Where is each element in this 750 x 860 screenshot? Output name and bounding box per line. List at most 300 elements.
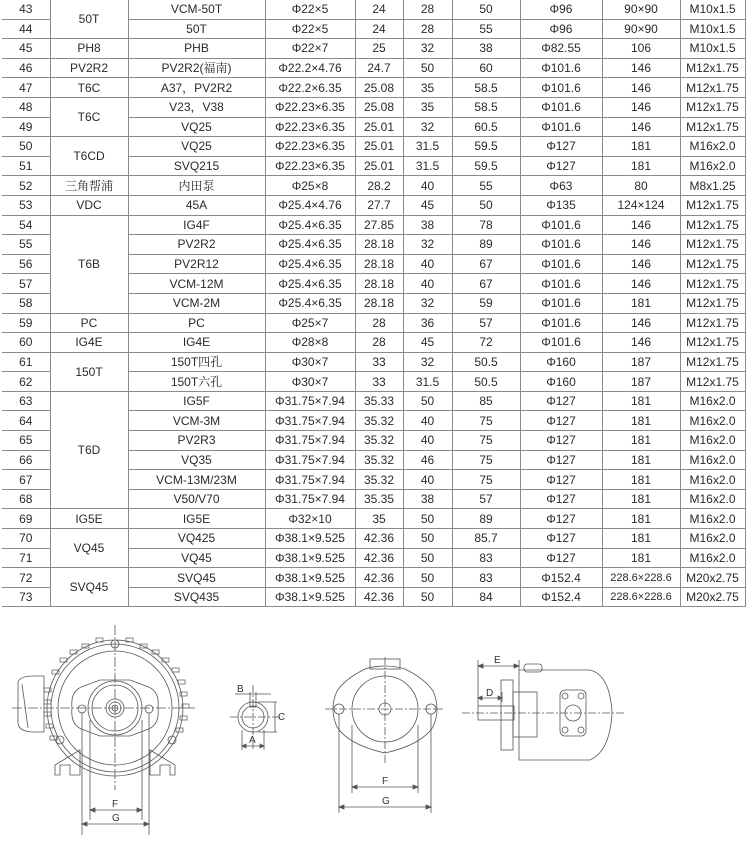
- cell-c: 40: [403, 431, 452, 451]
- cell-f: 181: [602, 137, 680, 157]
- flange-dim-g-label: G: [382, 796, 390, 807]
- cell-model: VQ25: [128, 137, 265, 157]
- cell-model: PV2R2(福南): [128, 58, 265, 78]
- cell-c: 45: [403, 333, 452, 353]
- cell-shaft: Φ25.4×6.35: [265, 274, 355, 294]
- cell-d: 84: [452, 587, 520, 607]
- cell-f: 181: [602, 411, 680, 431]
- cell-f: 80: [602, 176, 680, 196]
- cell-c: 38: [403, 489, 452, 509]
- cell-g: M12x1.75: [680, 352, 745, 372]
- cell-model: SVQ45: [128, 568, 265, 588]
- cell-a: 25.01: [355, 156, 403, 176]
- cell-f: 146: [602, 97, 680, 117]
- cell-no: 49: [2, 117, 50, 137]
- cell-c: 50: [403, 568, 452, 588]
- table-row: [2, 137, 745, 157]
- cell-d: 50.5: [452, 372, 520, 392]
- cell-series: T6C: [50, 78, 128, 98]
- cell-no: 55: [2, 235, 50, 255]
- cell-f: 181: [602, 548, 680, 568]
- cell-e: Φ101.6: [520, 254, 602, 274]
- table-row: [2, 78, 745, 98]
- cell-no: 67: [2, 470, 50, 490]
- cell-series: VQ45: [50, 529, 128, 568]
- cell-c: 45: [403, 195, 452, 215]
- cell-series: PV2R2: [50, 58, 128, 78]
- cell-series: T6C: [50, 97, 128, 136]
- cell-series: 三角帮浦: [50, 176, 128, 196]
- cell-no: 71: [2, 548, 50, 568]
- cell-f: 146: [602, 274, 680, 294]
- cell-series: VDC: [50, 195, 128, 215]
- cell-d: 60.5: [452, 117, 520, 137]
- cell-no: 45: [2, 39, 50, 59]
- cell-f: 146: [602, 313, 680, 333]
- cell-f: 146: [602, 235, 680, 255]
- cell-e: Φ127: [520, 411, 602, 431]
- cell-g: M16x2.0: [680, 470, 745, 490]
- cell-shaft: Φ25.4×6.35: [265, 293, 355, 313]
- flange-dim-f-label: F: [382, 776, 389, 787]
- cell-c: 36: [403, 313, 452, 333]
- cell-no: 47: [2, 78, 50, 98]
- cell-d: 75: [452, 431, 520, 451]
- cell-g: M16x2.0: [680, 450, 745, 470]
- cell-no: 51: [2, 156, 50, 176]
- cell-model: IG5F: [128, 391, 265, 411]
- cell-no: 68: [2, 489, 50, 509]
- cell-d: 55: [452, 176, 520, 196]
- cell-a: 35.32: [355, 450, 403, 470]
- cell-shaft: Φ31.75×7.94: [265, 470, 355, 490]
- cell-a: 35.35: [355, 489, 403, 509]
- cell-e: Φ101.6: [520, 333, 602, 353]
- cell-d: 89: [452, 509, 520, 529]
- cell-f: 146: [602, 117, 680, 137]
- cell-g: M16x2.0: [680, 411, 745, 431]
- cell-e: Φ127: [520, 450, 602, 470]
- cell-no: 48: [2, 97, 50, 117]
- cell-shaft: Φ38.1×9.525: [265, 568, 355, 588]
- cell-shaft: Φ31.75×7.94: [265, 431, 355, 451]
- cell-e: Φ127: [520, 431, 602, 451]
- cell-c: 32: [403, 352, 452, 372]
- cell-series: IG4E: [50, 333, 128, 353]
- cell-shaft: Φ22.23×6.35: [265, 156, 355, 176]
- cell-c: 38: [403, 215, 452, 235]
- cell-g: M20x2.75: [680, 568, 745, 588]
- cell-g: M10x1.5: [680, 19, 745, 39]
- cell-d: 57: [452, 313, 520, 333]
- cell-c: 35: [403, 97, 452, 117]
- cell-g: M12x1.75: [680, 97, 745, 117]
- cell-e: Φ101.6: [520, 274, 602, 294]
- cell-c: 40: [403, 176, 452, 196]
- shaft-dim-a-label: A: [249, 735, 256, 746]
- cell-model: PV2R12: [128, 254, 265, 274]
- cell-g: M16x2.0: [680, 431, 745, 451]
- cell-a: 42.36: [355, 529, 403, 549]
- cell-d: 89: [452, 235, 520, 255]
- cell-a: 42.36: [355, 568, 403, 588]
- cell-a: 33: [355, 372, 403, 392]
- cell-model: VCM-3M: [128, 411, 265, 431]
- cell-d: 78: [452, 215, 520, 235]
- cell-c: 31.5: [403, 137, 452, 157]
- shaft-dim-b-label: B: [237, 684, 244, 695]
- cell-shaft: Φ32×10: [265, 509, 355, 529]
- cell-g: M12x1.75: [680, 293, 745, 313]
- cell-a: 25.01: [355, 117, 403, 137]
- cell-a: 33: [355, 352, 403, 372]
- cell-f: 90×90: [602, 0, 680, 19]
- cell-d: 83: [452, 568, 520, 588]
- cell-g: M12x1.75: [680, 274, 745, 294]
- cell-g: M12x1.75: [680, 195, 745, 215]
- cell-shaft: Φ25.4×6.35: [265, 215, 355, 235]
- side-dim-d-label: D: [486, 688, 494, 699]
- cell-d: 55: [452, 19, 520, 39]
- cell-f: 181: [602, 293, 680, 313]
- dimension-drawings: [0, 620, 750, 860]
- cell-model: VQ35: [128, 450, 265, 470]
- motor-dim-f-label: F: [112, 799, 119, 810]
- cell-model: 150T六孔: [128, 372, 265, 392]
- cell-e: Φ101.6: [520, 97, 602, 117]
- motor-front-view-drawing: [0, 620, 200, 860]
- cell-model: VCM-13M/23M: [128, 470, 265, 490]
- table-row: [2, 39, 745, 59]
- cell-shaft: Φ22×5: [265, 0, 355, 19]
- cell-c: 46: [403, 450, 452, 470]
- cell-series: PH8: [50, 39, 128, 59]
- cell-d: 75: [452, 411, 520, 431]
- cell-model: 45A: [128, 195, 265, 215]
- cell-d: 50: [452, 0, 520, 19]
- cell-model: PV2R3: [128, 431, 265, 451]
- cell-shaft: Φ38.1×9.525: [265, 548, 355, 568]
- cell-c: 50: [403, 548, 452, 568]
- cell-shaft: Φ38.1×9.525: [265, 587, 355, 607]
- table-row: [2, 58, 745, 78]
- cell-series: T6CD: [50, 137, 128, 176]
- cell-e: Φ101.6: [520, 313, 602, 333]
- cell-f: 181: [602, 391, 680, 411]
- table-row: [2, 313, 745, 333]
- cell-a: 28: [355, 333, 403, 353]
- cell-f: 181: [602, 529, 680, 549]
- cell-e: Φ101.6: [520, 117, 602, 137]
- cell-g: M16x2.0: [680, 137, 745, 157]
- cell-e: Φ96: [520, 19, 602, 39]
- cell-model: IG4F: [128, 215, 265, 235]
- cell-no: 58: [2, 293, 50, 313]
- cell-g: M12x1.75: [680, 372, 745, 392]
- cell-f: 187: [602, 352, 680, 372]
- cell-e: Φ127: [520, 509, 602, 529]
- cell-a: 25: [355, 39, 403, 59]
- cell-f: 124×124: [602, 195, 680, 215]
- cell-d: 58.5: [452, 97, 520, 117]
- cell-e: Φ127: [520, 391, 602, 411]
- cell-model: VQ425: [128, 529, 265, 549]
- cell-g: M16x2.0: [680, 548, 745, 568]
- cell-no: 69: [2, 509, 50, 529]
- cell-e: Φ127: [520, 470, 602, 490]
- motor-dim-g-label: G: [112, 813, 120, 824]
- side-dim-e-label: E: [494, 655, 501, 666]
- cell-model: A37，PV2R2: [128, 78, 265, 98]
- cell-a: 35.33: [355, 391, 403, 411]
- pump-motor-bracket-spec-table: [2, 0, 746, 607]
- cell-a: 24: [355, 0, 403, 19]
- cell-g: M12x1.75: [680, 78, 745, 98]
- cell-d: 72: [452, 333, 520, 353]
- table-row: [2, 568, 745, 588]
- cell-a: 27.7: [355, 195, 403, 215]
- cell-shaft: Φ30×7: [265, 352, 355, 372]
- cell-shaft: Φ25.4×6.35: [265, 254, 355, 274]
- cell-model: 150T四孔: [128, 352, 265, 372]
- cell-series: IG5E: [50, 509, 128, 529]
- cell-model: V23，V38: [128, 97, 265, 117]
- cell-shaft: Φ28×8: [265, 333, 355, 353]
- cell-d: 50.5: [452, 352, 520, 372]
- cell-e: Φ96: [520, 0, 602, 19]
- cell-d: 50: [452, 195, 520, 215]
- cell-g: M16x2.0: [680, 156, 745, 176]
- cell-d: 75: [452, 450, 520, 470]
- cell-c: 32: [403, 235, 452, 255]
- cell-f: 90×90: [602, 19, 680, 39]
- cell-e: Φ152.4: [520, 587, 602, 607]
- cell-e: Φ101.6: [520, 58, 602, 78]
- cell-no: 52: [2, 176, 50, 196]
- cell-no: 54: [2, 215, 50, 235]
- cell-d: 57: [452, 489, 520, 509]
- cell-d: 67: [452, 254, 520, 274]
- cell-f: 146: [602, 78, 680, 98]
- cell-shaft: Φ25×8: [265, 176, 355, 196]
- cell-g: M12x1.75: [680, 58, 745, 78]
- cell-c: 28: [403, 19, 452, 39]
- cell-f: 228.6×228.6: [602, 568, 680, 588]
- cell-shaft: Φ22.23×6.35: [265, 137, 355, 157]
- cell-g: M10x1.5: [680, 0, 745, 19]
- cell-shaft: Φ25.4×6.35: [265, 235, 355, 255]
- cell-no: 59: [2, 313, 50, 333]
- cell-a: 28.18: [355, 254, 403, 274]
- cell-f: 146: [602, 58, 680, 78]
- table-row: [2, 529, 745, 549]
- cell-d: 38: [452, 39, 520, 59]
- cell-f: 181: [602, 489, 680, 509]
- cell-e: Φ160: [520, 352, 602, 372]
- cell-e: Φ127: [520, 529, 602, 549]
- cell-series: 50T: [50, 0, 128, 39]
- cell-a: 28: [355, 313, 403, 333]
- cell-c: 40: [403, 274, 452, 294]
- cell-g: M8x1.25: [680, 176, 745, 196]
- cell-no: 65: [2, 431, 50, 451]
- cell-e: Φ127: [520, 137, 602, 157]
- cell-shaft: Φ31.75×7.94: [265, 391, 355, 411]
- table-row: [2, 195, 745, 215]
- cell-series: 150T: [50, 352, 128, 391]
- cell-model: SVQ215: [128, 156, 265, 176]
- cell-no: 56: [2, 254, 50, 274]
- cell-f: 106: [602, 39, 680, 59]
- table-row: [2, 333, 745, 353]
- cell-a: 27.85: [355, 215, 403, 235]
- cell-shaft: Φ31.75×7.94: [265, 489, 355, 509]
- cell-shaft: Φ22×5: [265, 19, 355, 39]
- cell-c: 50: [403, 509, 452, 529]
- cell-no: 66: [2, 450, 50, 470]
- cell-no: 46: [2, 58, 50, 78]
- cell-a: 28.18: [355, 235, 403, 255]
- cell-shaft: Φ31.75×7.94: [265, 450, 355, 470]
- cell-model: PHB: [128, 39, 265, 59]
- cell-model: VQ45: [128, 548, 265, 568]
- cell-c: 32: [403, 39, 452, 59]
- table-row: [2, 391, 745, 411]
- cell-c: 28: [403, 0, 452, 19]
- cell-a: 35: [355, 509, 403, 529]
- cell-d: 59.5: [452, 137, 520, 157]
- cell-f: 181: [602, 470, 680, 490]
- cell-model: V50/V70: [128, 489, 265, 509]
- cell-shaft: Φ31.75×7.94: [265, 411, 355, 431]
- cell-no: 72: [2, 568, 50, 588]
- cell-a: 28.2: [355, 176, 403, 196]
- cell-shaft: Φ22.2×4.76: [265, 58, 355, 78]
- cell-shaft: Φ22.23×6.35: [265, 97, 355, 117]
- cell-d: 67: [452, 274, 520, 294]
- cell-shaft: Φ38.1×9.525: [265, 529, 355, 549]
- cell-d: 75: [452, 470, 520, 490]
- cell-a: 35.32: [355, 411, 403, 431]
- cell-shaft: Φ22.23×6.35: [265, 117, 355, 137]
- pump-flange-front-drawing: [325, 655, 455, 855]
- cell-f: 146: [602, 254, 680, 274]
- cell-d: 83: [452, 548, 520, 568]
- cell-shaft: Φ25.4×4.76: [265, 195, 355, 215]
- cell-model: VQ25: [128, 117, 265, 137]
- cell-model: 50T: [128, 19, 265, 39]
- cell-a: 35.32: [355, 470, 403, 490]
- cell-shaft: Φ22.2×6.35: [265, 78, 355, 98]
- cell-c: 32: [403, 117, 452, 137]
- cell-model: VCM-12M: [128, 274, 265, 294]
- cell-model: 内田泵: [128, 176, 265, 196]
- cell-d: 59: [452, 293, 520, 313]
- cell-d: 85: [452, 391, 520, 411]
- cell-g: M16x2.0: [680, 489, 745, 509]
- cell-g: M16x2.0: [680, 509, 745, 529]
- cell-series: T6D: [50, 391, 128, 509]
- cell-e: Φ101.6: [520, 215, 602, 235]
- pump-side-view-drawing: [460, 650, 640, 790]
- cell-d: 59.5: [452, 156, 520, 176]
- cell-a: 42.36: [355, 587, 403, 607]
- cell-c: 32: [403, 293, 452, 313]
- shaft-section-drawing: [225, 670, 305, 790]
- cell-f: 181: [602, 509, 680, 529]
- cell-a: 28.18: [355, 293, 403, 313]
- cell-no: 70: [2, 529, 50, 549]
- cell-no: 62: [2, 372, 50, 392]
- cell-c: 40: [403, 411, 452, 431]
- table-row: [2, 0, 745, 19]
- cell-no: 63: [2, 391, 50, 411]
- cell-c: 40: [403, 470, 452, 490]
- cell-model: IG5E: [128, 509, 265, 529]
- cell-model: PV2R2: [128, 235, 265, 255]
- cell-shaft: Φ25×7: [265, 313, 355, 333]
- table-row: [2, 176, 745, 196]
- cell-e: Φ101.6: [520, 293, 602, 313]
- cell-e: Φ127: [520, 156, 602, 176]
- cell-no: 57: [2, 274, 50, 294]
- cell-e: Φ127: [520, 489, 602, 509]
- cell-c: 50: [403, 391, 452, 411]
- cell-model: VCM-2M: [128, 293, 265, 313]
- table-row: [2, 352, 745, 372]
- cell-c: 40: [403, 254, 452, 274]
- cell-d: 85.7: [452, 529, 520, 549]
- cell-no: 43: [2, 0, 50, 19]
- cell-f: 146: [602, 215, 680, 235]
- cell-a: 42.36: [355, 548, 403, 568]
- cell-g: M16x2.0: [680, 529, 745, 549]
- cell-series: T6B: [50, 215, 128, 313]
- cell-g: M20x2.75: [680, 587, 745, 607]
- cell-no: 60: [2, 333, 50, 353]
- cell-g: M12x1.75: [680, 313, 745, 333]
- cell-shaft: Φ30×7: [265, 372, 355, 392]
- shaft-dim-c-label: C: [278, 712, 286, 723]
- cell-c: 31.5: [403, 372, 452, 392]
- cell-g: M12x1.75: [680, 235, 745, 255]
- cell-g: M16x2.0: [680, 391, 745, 411]
- cell-model: PC: [128, 313, 265, 333]
- cell-g: M12x1.75: [680, 333, 745, 353]
- cell-a: 28.18: [355, 274, 403, 294]
- cell-f: 181: [602, 450, 680, 470]
- cell-no: 53: [2, 195, 50, 215]
- cell-f: 228.6×228.6: [602, 587, 680, 607]
- cell-no: 73: [2, 587, 50, 607]
- cell-a: 25.01: [355, 137, 403, 157]
- table-row: [2, 97, 745, 117]
- cell-a: 35.32: [355, 431, 403, 451]
- cell-g: M10x1.5: [680, 39, 745, 59]
- cell-c: 50: [403, 529, 452, 549]
- cell-e: Φ63: [520, 176, 602, 196]
- cell-a: 24: [355, 19, 403, 39]
- cell-e: Φ101.6: [520, 235, 602, 255]
- cell-e: Φ101.6: [520, 78, 602, 98]
- cell-c: 35: [403, 78, 452, 98]
- cell-e: Φ152.4: [520, 568, 602, 588]
- cell-c: 50: [403, 58, 452, 78]
- cell-no: 64: [2, 411, 50, 431]
- cell-g: M12x1.75: [680, 117, 745, 137]
- cell-no: 44: [2, 19, 50, 39]
- cell-model: VCM-50T: [128, 0, 265, 19]
